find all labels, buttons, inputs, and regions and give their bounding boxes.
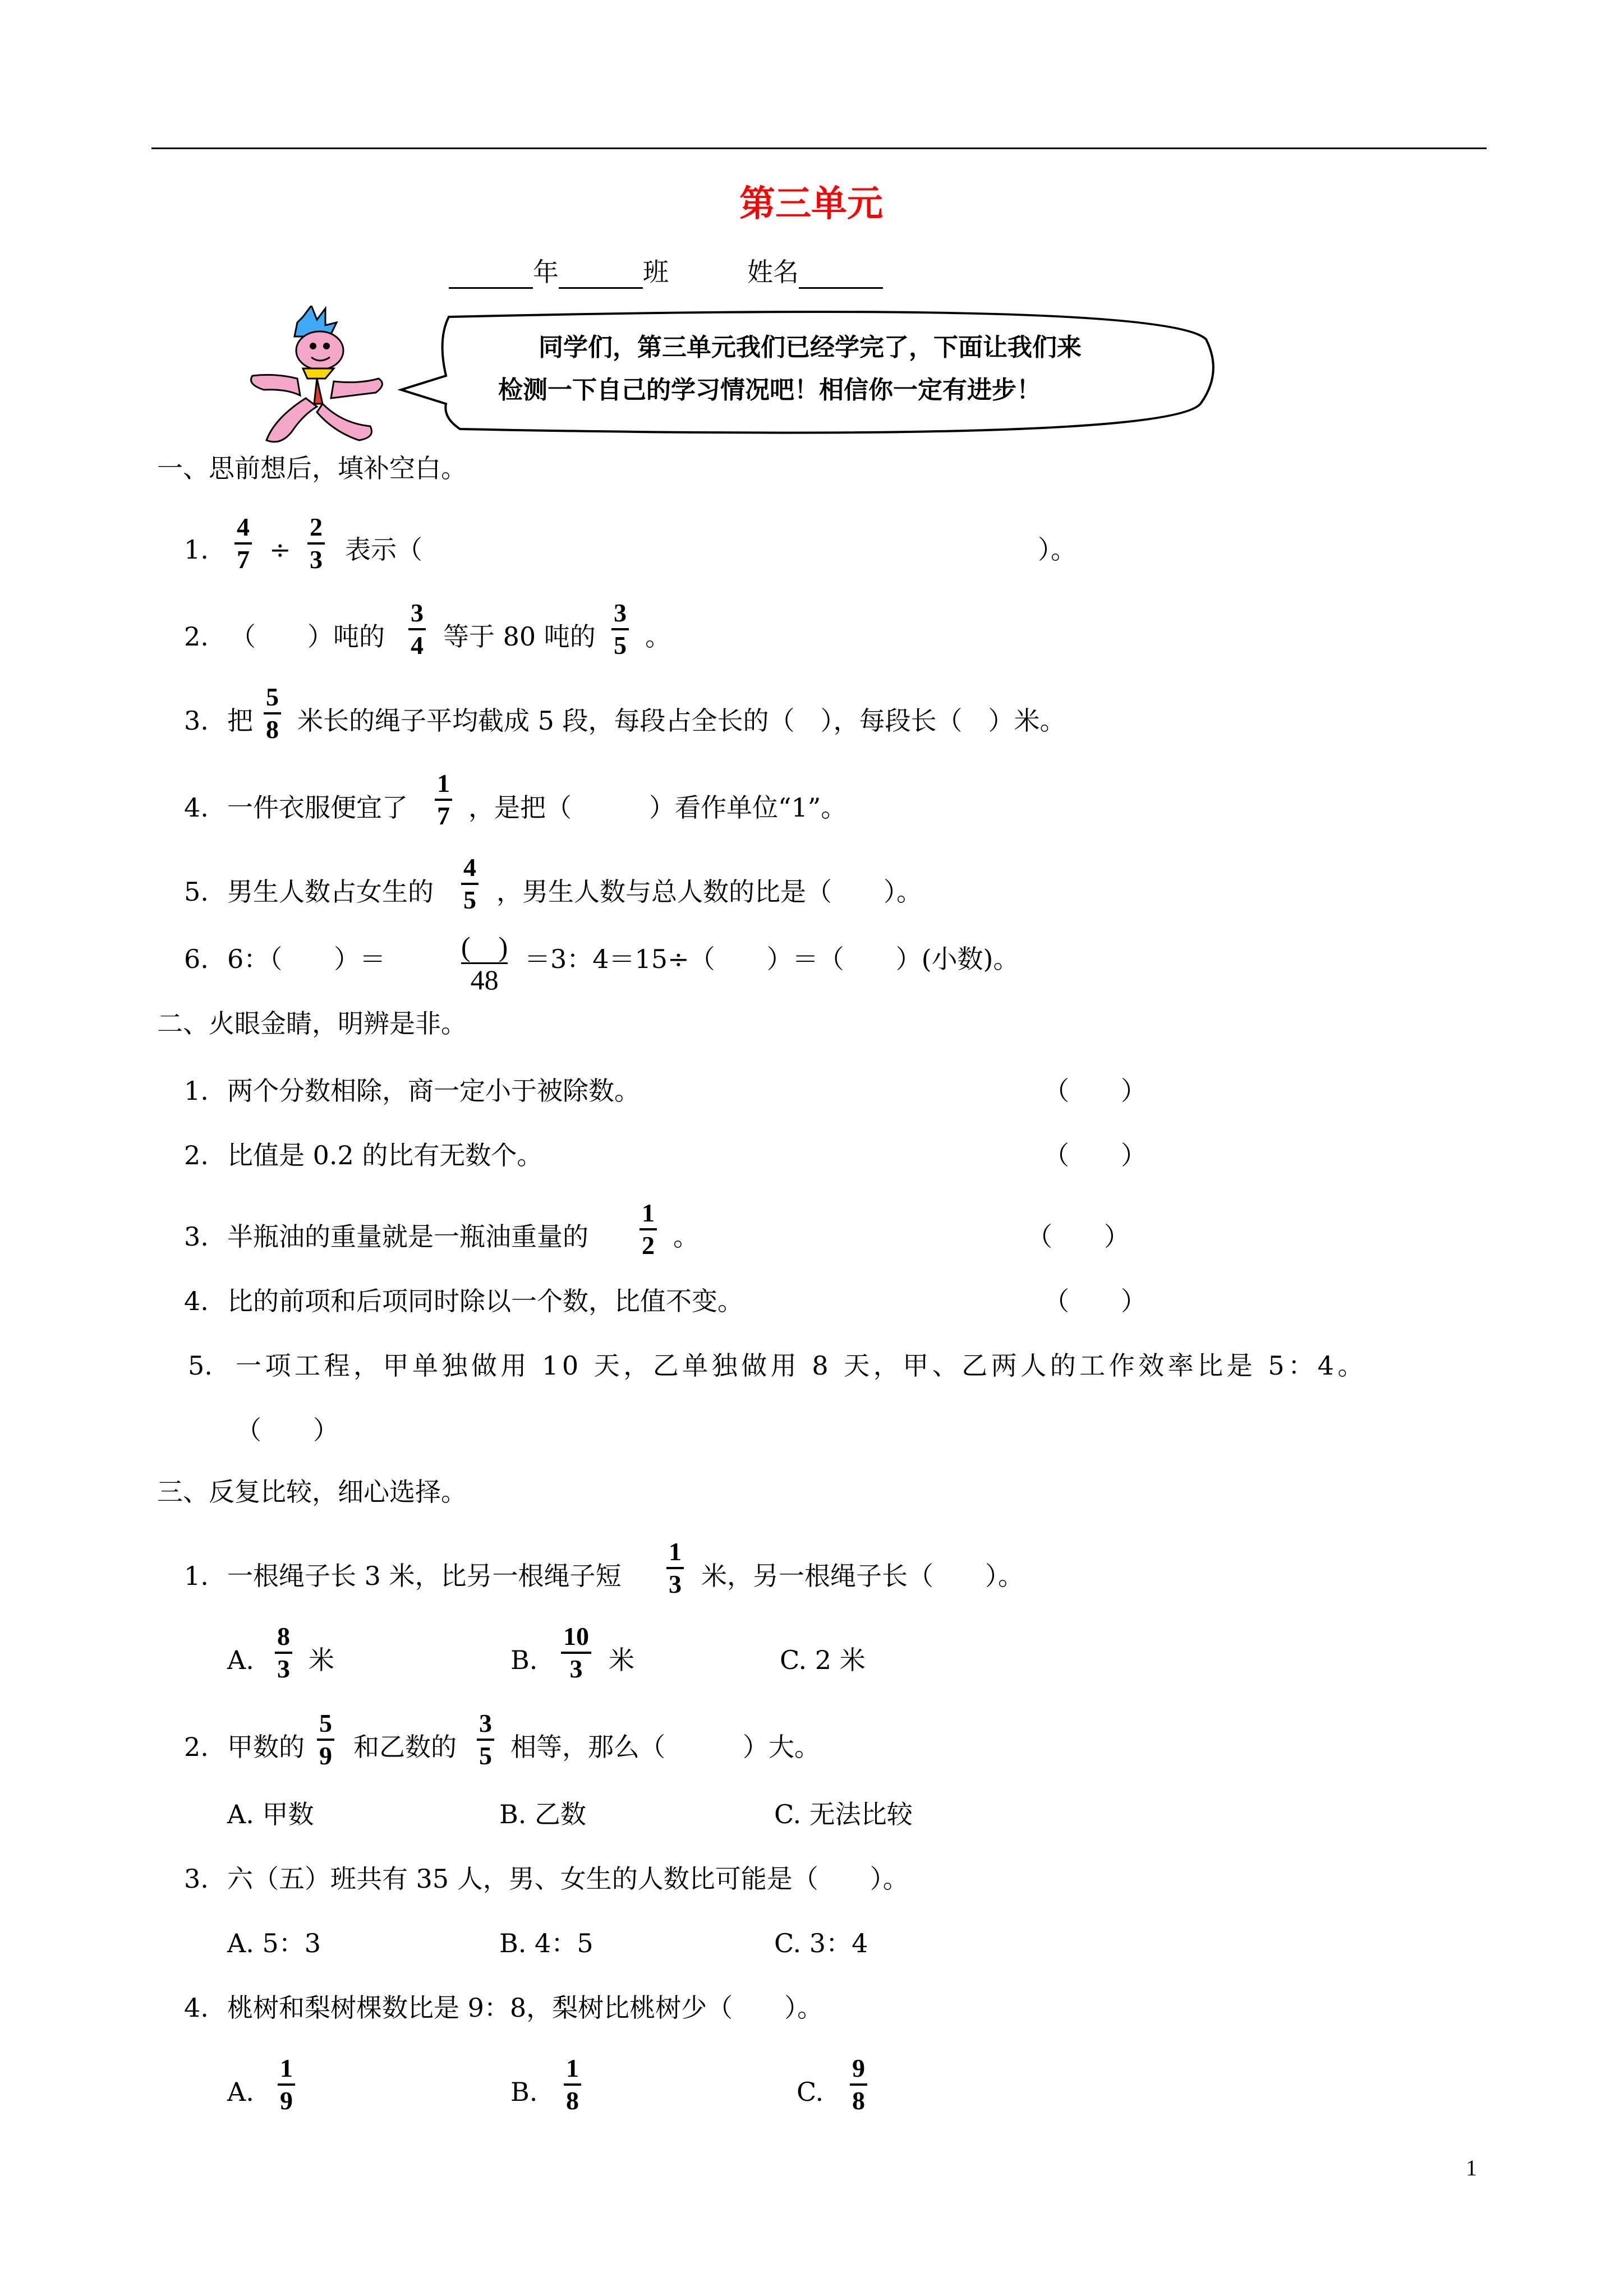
- s2-q4-number: 4.: [184, 1286, 209, 1316]
- s1-q3-number: 3.: [184, 706, 209, 736]
- s2-q3-fraction: 1 2: [640, 1199, 657, 1260]
- s1-q1-number: 1.: [184, 534, 209, 565]
- s1-q3-text-a: 把: [227, 706, 253, 736]
- s3-q1-option-b-unit: 米: [609, 1645, 634, 1675]
- s3-q2-option-c[interactable]: C. 无法比较: [774, 1799, 913, 1829]
- s2-q2-number: 2.: [184, 1140, 209, 1170]
- s1-q5-text-a: 男生人数占女生的: [227, 877, 434, 907]
- s3-q2-text-a: 甲数的: [227, 1732, 305, 1762]
- s2-q3-tail: 。: [673, 1221, 699, 1252]
- s2-q2-answer-paren[interactable]: （ ）: [1043, 1140, 1147, 1170]
- s1-q4-number: 4.: [184, 792, 209, 823]
- s3-q4-option-a-label[interactable]: A.: [227, 2077, 254, 2107]
- s1-q1-fraction-1: 4 7: [234, 513, 252, 574]
- s1-q4-text-b: ，是把（ ）看作单位“1”。: [468, 792, 847, 823]
- top-rule: [151, 147, 1487, 149]
- s1-q6-text-b: ＝3：4＝15÷（ ）＝（ ）(小数)。: [525, 944, 1019, 974]
- s3-q3-option-a[interactable]: A. 5：3: [227, 1928, 321, 1958]
- s3-q4-option-b-label[interactable]: B.: [510, 2077, 538, 2107]
- s2-q5-number: 5.: [188, 1350, 213, 1381]
- page-title: 第三单元: [739, 183, 883, 225]
- s3-q1-option-b-label[interactable]: B.: [510, 1645, 538, 1675]
- s1-q6-text-a: 6：（ ）＝: [227, 944, 386, 974]
- s3-q2-option-a[interactable]: A. 甲数: [227, 1799, 314, 1829]
- s3-q2-text-c: 相等，那么（ ）大。: [510, 1732, 820, 1762]
- s3-q3-option-b[interactable]: B. 4：5: [499, 1928, 594, 1958]
- s2-q2-text: 比值是 0.2 的比有无数个。: [227, 1140, 543, 1170]
- s3-q1-fraction: 1 3: [666, 1538, 684, 1598]
- name-blank[interactable]: [799, 260, 883, 289]
- s3-q2-number: 2.: [184, 1732, 209, 1762]
- bubble-line-1: 同学们，第三单元我们已经学完了，下面让我们来: [539, 333, 1082, 362]
- s3-q1-text-a: 一根绳子长 3 米，比另一根绳子短: [227, 1561, 622, 1591]
- s3-q1-option-a-unit: 米: [309, 1645, 334, 1675]
- s3-q2-option-b[interactable]: B. 乙数: [499, 1799, 587, 1829]
- s1-q5-fraction: 4 5: [461, 854, 479, 914]
- s1-q3-fraction: 5 8: [264, 683, 281, 744]
- s3-q2-text-b: 和乙数的: [353, 1732, 457, 1762]
- page-number: 1: [1466, 2155, 1477, 2180]
- s2-q3-answer-paren[interactable]: （ ）: [1027, 1221, 1130, 1252]
- s3-q2-fraction-1: 5 9: [317, 1709, 334, 1770]
- s1-q1-end: ）。: [1038, 534, 1076, 565]
- s2-q5-answer-paren[interactable]: （ ）: [236, 1415, 339, 1445]
- section-3-heading: 三、反复比较，细心选择。: [157, 1477, 467, 1507]
- s2-q4-text: 比的前项和后项同时除以一个数，比值不变。: [227, 1286, 743, 1316]
- s3-q1-option-c[interactable]: C. 2 米: [780, 1645, 866, 1675]
- class-label: 班: [643, 257, 669, 287]
- s3-q2-fraction-2: 3 5: [477, 1709, 494, 1770]
- s1-q6-fraction: ( ) 48: [461, 931, 508, 995]
- s1-q4-fraction: 1 7: [435, 769, 452, 830]
- s1-q1-fraction-2: 2 3: [307, 513, 325, 574]
- s3-q1-number: 1.: [184, 1561, 209, 1591]
- s3-q4-option-a-fraction: 1 9: [278, 2054, 295, 2115]
- section-1-heading: 一、思前想后，填补空白。: [157, 453, 467, 483]
- s1-q1-text: 表示（: [345, 534, 422, 565]
- s1-q5-text-b: ，男生人数与总人数的比是（ ）。: [496, 877, 922, 907]
- name-label: 姓名: [747, 257, 799, 287]
- s2-q3-number: 3.: [184, 1221, 209, 1252]
- divide-sign: ÷: [269, 534, 291, 565]
- s3-q4-text: 桃树和梨树棵数比是 9：8，梨树比桃树少（ ）。: [227, 1993, 823, 2023]
- student-info: [449, 255, 883, 289]
- s2-q1-number: 1.: [184, 1076, 209, 1106]
- s3-q4-option-b-fraction: 1 8: [564, 2054, 581, 2115]
- s3-q1-option-b-fraction: 10 3: [561, 1622, 591, 1683]
- bubble-line-2: 检测一下自己的学习情况吧！相信你一定有进步！: [498, 376, 1041, 404]
- s1-q2-fraction-2: 3 5: [611, 599, 629, 660]
- s2-q1-text: 两个分数相除，商一定小于被除数。: [227, 1076, 640, 1106]
- s1-q2-number: 2.: [184, 621, 209, 652]
- s3-q3-option-c[interactable]: C. 3：4: [774, 1928, 868, 1958]
- s3-q4-option-c-fraction: 9 8: [850, 2054, 867, 2115]
- s1-q6-number: 6.: [184, 944, 209, 974]
- s2-q4-answer-paren[interactable]: （ ）: [1043, 1286, 1147, 1316]
- s2-q5-text: 一项工程，甲单独做用 10 天，乙单独做用 8 天，甲、乙两人的工作效率比是 5：4。: [236, 1350, 1367, 1381]
- s1-q2-fraction-1: 3 4: [408, 599, 426, 660]
- s1-q2-text-a: （ ）吨的: [230, 621, 385, 652]
- s3-q1-option-a-fraction: 8 3: [275, 1622, 292, 1683]
- class-blank[interactable]: [559, 260, 643, 289]
- s1-q3-text-b: 米长的绳子平均截成 5 段，每段占全长的（ ），每段长（ ）米。: [297, 706, 1066, 736]
- s3-q3-text: 六（五）班共有 35 人，男、女生的人数比可能是（ ）。: [227, 1864, 909, 1894]
- s3-q1-text-b: 米，另一根绳子长（ ）。: [701, 1561, 1024, 1591]
- s1-q4-text-a: 一件衣服便宜了: [227, 792, 408, 823]
- s3-q4-option-c-label[interactable]: C.: [797, 2077, 824, 2107]
- s3-q1-option-a-label[interactable]: A.: [227, 1645, 254, 1675]
- s3-q4-number: 4.: [184, 1993, 209, 2023]
- cartoon-mascot-image: [241, 306, 393, 451]
- section-2-heading: 二、火眼金睛，明辨是非。: [157, 1008, 467, 1039]
- grade-label: 年: [533, 257, 559, 287]
- s2-q3-text: 半瓶油的重量就是一瓶油重量的: [227, 1221, 588, 1252]
- grade-blank[interactable]: [449, 260, 533, 289]
- s1-q2-text-c: 。: [645, 621, 671, 652]
- s1-q2-text-b: 等于 80 吨的: [443, 621, 596, 652]
- s1-q5-number: 5.: [184, 877, 209, 907]
- s3-q3-number: 3.: [184, 1864, 209, 1894]
- s2-q1-answer-paren[interactable]: （ ）: [1043, 1076, 1147, 1106]
